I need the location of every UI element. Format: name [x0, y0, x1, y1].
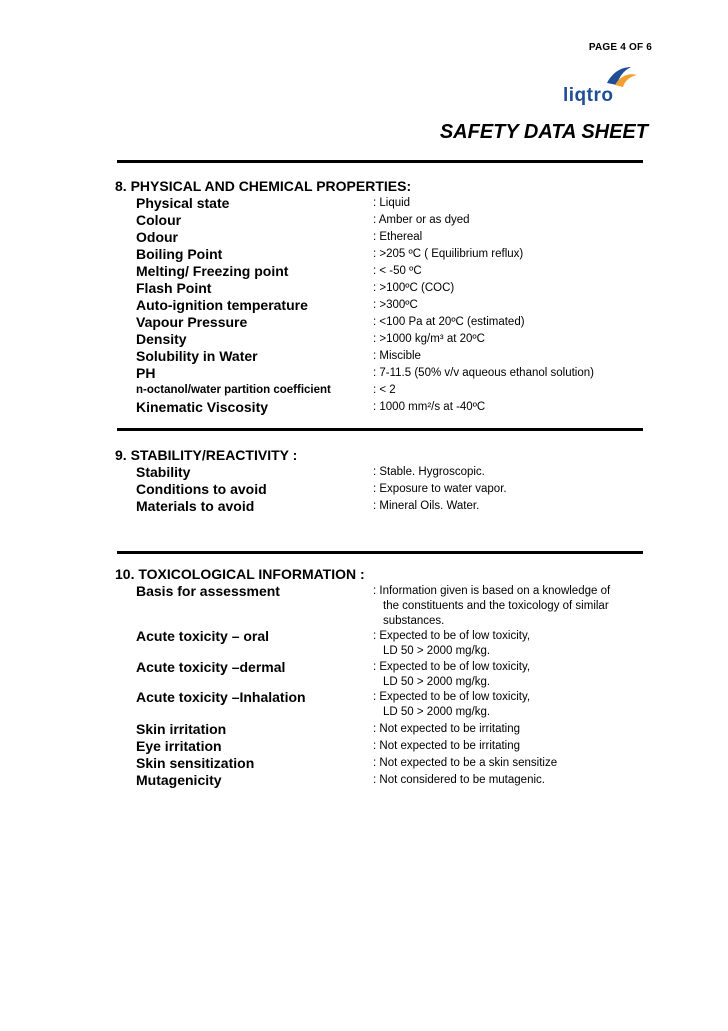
property-value: : <100 Pa at 20ºC (estimated)	[373, 316, 525, 328]
property-label: Density	[136, 331, 187, 347]
property-value: : Not expected to be a skin sensitize	[373, 757, 558, 769]
property-value: : Mineral Oils. Water.	[373, 500, 480, 512]
property-label: Auto-ignition temperature	[136, 297, 308, 313]
property-value: : >300ºC	[373, 299, 418, 311]
property-label: Materials to avoid	[136, 498, 255, 514]
property-value: : < 2	[373, 384, 396, 396]
company-logo	[563, 63, 643, 107]
property-value: : Exposure to water vapor.	[373, 483, 507, 495]
section-toxicological	[115, 566, 655, 583]
section-stability	[115, 447, 655, 464]
section-heading: 8. PHYSICAL AND CHEMICAL PROPERTIES:	[115, 178, 412, 194]
divider	[117, 551, 643, 554]
property-label: Acute toxicity – oral	[136, 628, 270, 644]
property-label: Skin sensitization	[136, 755, 255, 771]
property-value: : 7-11.5 (50% v/v aqueous ethanol solution)	[373, 367, 594, 379]
property-value: : >1000 kg/m³ at 20ºC	[373, 333, 485, 345]
property-value-continuation: LD 50 > 2000 mg/kg.	[383, 706, 491, 718]
property-label: Acute toxicity –Inhalation	[136, 689, 306, 705]
property-value: : Expected to be of low toxicity,	[373, 691, 531, 703]
property-value: : Expected to be of low toxicity,	[373, 661, 531, 673]
property-value: : Expected to be of low toxicity,	[373, 630, 531, 642]
property-value: : Liquid	[373, 197, 411, 209]
divider	[117, 160, 643, 163]
property-label: Kinematic Viscosity	[136, 399, 269, 415]
section-heading: 9. STABILITY/REACTIVITY :	[115, 447, 298, 463]
property-label: Mutagenicity	[136, 772, 222, 788]
property-value-continuation: LD 50 > 2000 mg/kg.	[383, 676, 491, 688]
page-number: PAGE 4 OF 6	[588, 42, 652, 53]
divider	[117, 428, 643, 431]
property-label: Odour	[136, 229, 178, 245]
property-label: Vapour Pressure	[136, 314, 248, 330]
property-value: : Information given is based on a knowledge of	[373, 585, 611, 597]
property-value: : Not expected to be irritating	[373, 740, 521, 752]
property-label: Colour	[136, 212, 182, 228]
property-label: Basis for assessment	[136, 583, 280, 599]
property-value: : Stable. Hygroscopic.	[373, 466, 485, 478]
property-label: Solubility in Water	[136, 348, 258, 364]
property-value: : 1000 mm²/s at -40ºC	[373, 401, 486, 413]
property-label: Melting/ Freezing point	[136, 263, 289, 279]
property-value: : >100ºC (COC)	[373, 282, 455, 294]
section-heading: 10. TOXICOLOGICAL INFORMATION :	[115, 566, 365, 582]
property-value-continuation: LD 50 > 2000 mg/kg.	[383, 645, 491, 657]
property-label: Eye irritation	[136, 738, 222, 754]
property-value-continuation: substances.	[383, 615, 445, 627]
property-label: PH	[136, 365, 156, 381]
property-value: : >205 ºC ( Equilibrium reflux)	[373, 248, 524, 260]
document-title: SAFETY DATA SHEET	[439, 121, 648, 143]
property-value: : Ethereal	[373, 231, 423, 243]
property-value: : < -50 ºC	[373, 265, 422, 277]
property-value-continuation: the constituents and the toxicology of similar	[383, 600, 609, 612]
property-label: Physical state	[136, 195, 230, 211]
property-value: : Miscible	[373, 350, 421, 362]
property-label: Stability	[136, 464, 191, 480]
property-label: Acute toxicity –dermal	[136, 659, 286, 675]
section-physical-chemical	[115, 178, 655, 195]
property-value: : Not expected to be irritating	[373, 723, 521, 735]
property-label: n-octanol/water partition coefficient	[136, 384, 331, 396]
property-label: Skin irritation	[136, 721, 227, 737]
property-label: Boiling Point	[136, 246, 223, 262]
property-label: Flash Point	[136, 280, 212, 296]
property-value: : Not considered to be mutagenic.	[373, 774, 545, 786]
logo-text: liqtro	[563, 85, 614, 106]
property-label: Conditions to avoid	[136, 481, 267, 497]
property-value: : Amber or as dyed	[373, 214, 470, 226]
